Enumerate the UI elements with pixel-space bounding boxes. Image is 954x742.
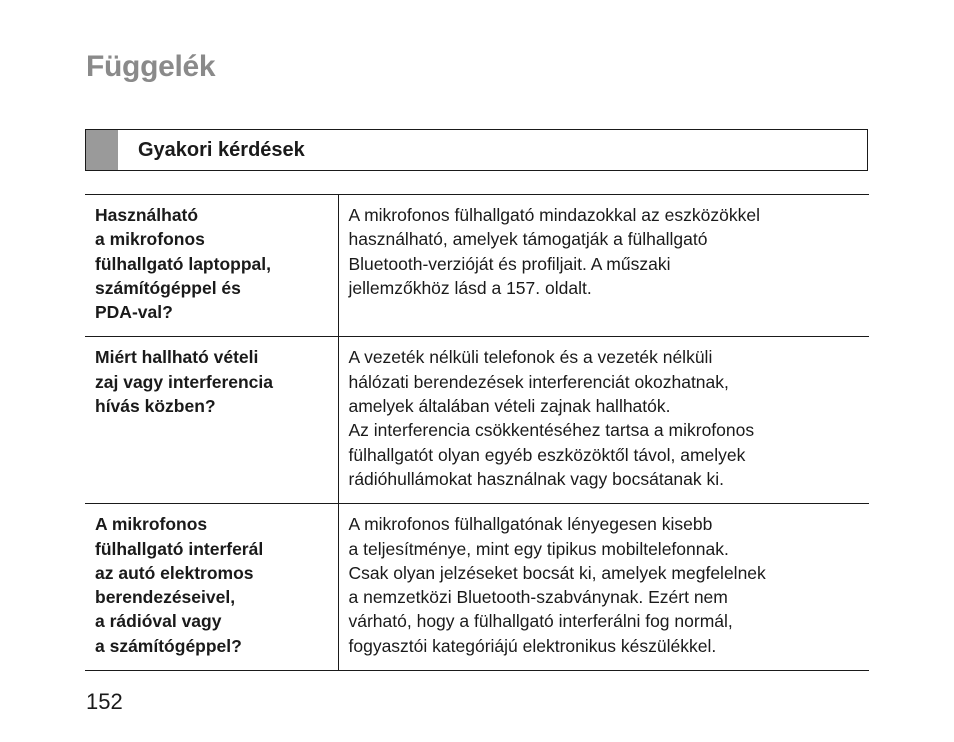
page-title: Függelék: [86, 50, 216, 83]
section-header: [85, 129, 868, 171]
question-line: számítógéppel és: [95, 277, 241, 298]
answer-line: fülhallgatót olyan egyéb eszközöktől távol, amelyek: [348, 444, 746, 465]
question-line: zaj vagy interferencia: [95, 371, 273, 392]
answer-line: fogyasztói kategóriájú elektronikus készülékkel.: [348, 635, 717, 656]
faq-table: [85, 194, 869, 671]
question-line: Használható: [95, 205, 199, 225]
question-line: a mikrofonos: [95, 229, 205, 250]
question-line: berendezéseivel,: [95, 587, 236, 608]
answer-line: A mikrofonos fülhallgató mindazokkal az eszközökkel: [348, 205, 760, 225]
question-line: fülhallgató interferál: [95, 538, 264, 559]
answer-line: A mikrofonos fülhallgatónak lényegesen kisebb: [348, 514, 713, 535]
answer-line: a teljesítménye, mint egy tipikus mobiltelefonnak.: [348, 538, 729, 559]
question-line: hívás közben?: [95, 396, 216, 417]
question-line: fülhallgató laptoppal,: [95, 253, 271, 274]
question-line: a rádióval vagy: [95, 611, 222, 632]
answer-line: rádióhullámokat használnak vagy bocsátanak ki.: [348, 468, 724, 489]
answer-line: Csak olyan jelzéseket bocsát ki, amelyek megfelelnek: [348, 562, 766, 583]
question-line: az autó elektromos: [95, 562, 254, 583]
section-title: Gyakori kérdések: [138, 138, 305, 161]
section-marker: [86, 130, 118, 170]
answer-line: jellemzőkhöz lásd a 157. oldalt.: [348, 277, 592, 298]
faq-answer: [338, 337, 869, 504]
faq-row: [85, 195, 869, 337]
answer-line: amelyek általában vételi zajnak hallhatók.: [348, 396, 671, 417]
answer-line: használható, amelyek támogatják a fülhallgató: [348, 229, 708, 250]
answer-line: a nemzetközi Bluetooth-szabványnak. Ezért nem: [348, 587, 728, 608]
answer-line: Az interferencia csökkentéséhez tartsa a mikrofonos: [348, 420, 755, 441]
faq-row: [85, 504, 869, 671]
question-line: A mikrofonos: [95, 514, 208, 535]
faq-question: [85, 504, 338, 671]
answer-line: hálózati berendezések interferenciát okozhatnak,: [348, 371, 729, 392]
answer-line: Bluetooth-verzióját és profiljait. A műszaki: [348, 253, 671, 274]
faq-question: [85, 195, 338, 337]
answer-line: várható, hogy a fülhallgató interferálni fog normál,: [348, 611, 733, 632]
question-line: PDA-val?: [95, 302, 173, 323]
question-line: a számítógéppel?: [95, 635, 242, 656]
faq-answer: [338, 504, 869, 671]
answer-line: A vezeték nélküli telefonok és a vezeték nélküli: [348, 347, 713, 368]
question-line: Miért hallható vételi: [95, 347, 259, 368]
faq-row: [85, 337, 869, 504]
page-number: 152: [86, 689, 123, 714]
faq-question: [85, 337, 338, 504]
faq-answer: [338, 195, 869, 337]
